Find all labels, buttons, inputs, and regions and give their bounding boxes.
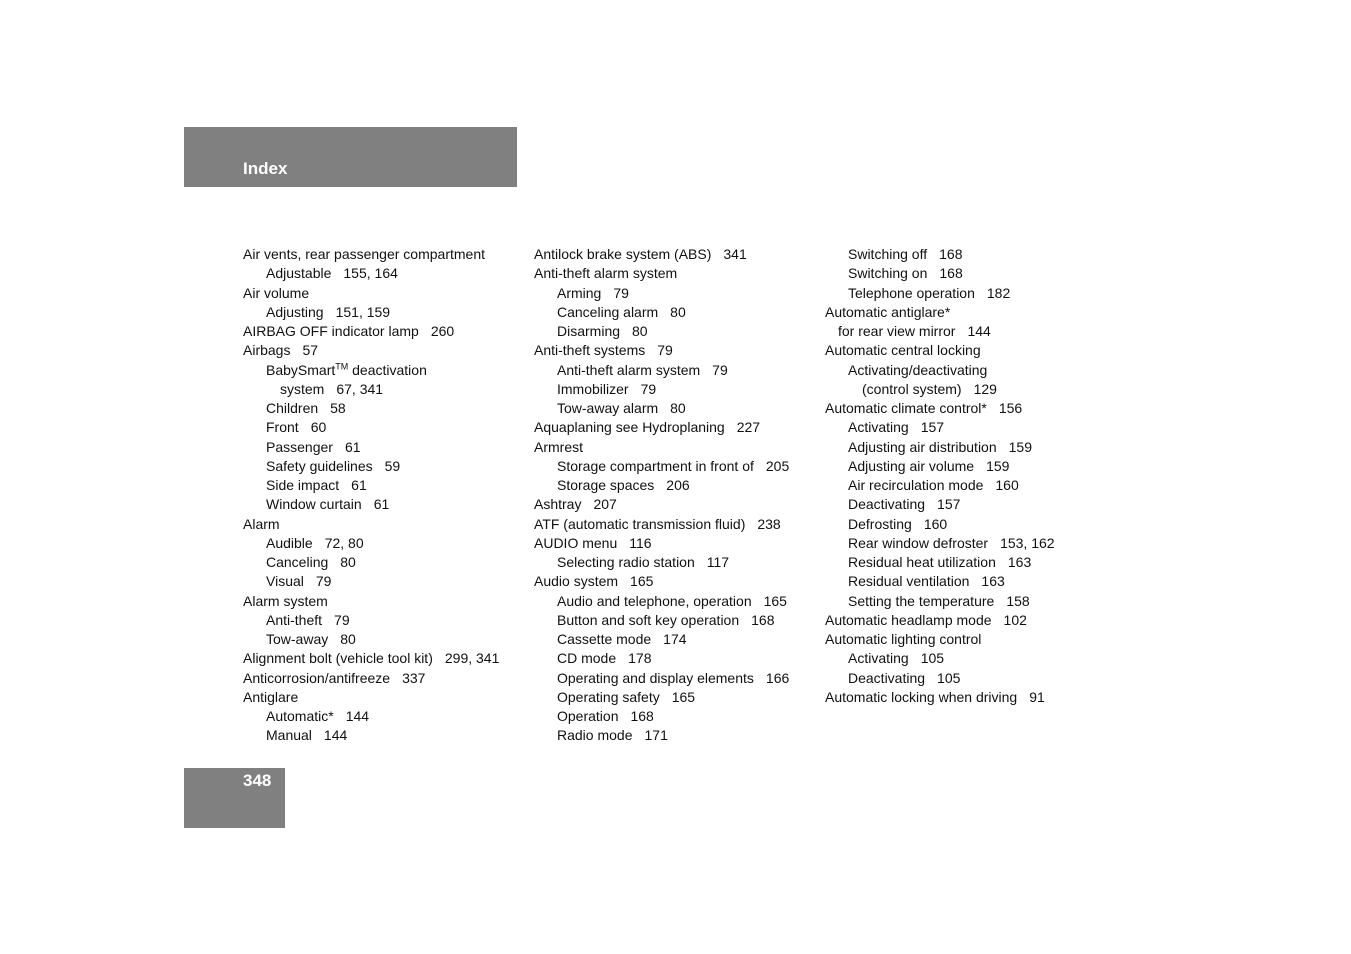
- page-reference: 159: [986, 457, 1010, 474]
- page-reference: 260: [430, 323, 455, 339]
- index-term: Alarm system: [243, 592, 328, 609]
- index-term: Antilock brake system (ABS): [534, 246, 712, 262]
- page-reference: 168: [939, 246, 963, 262]
- index-entry: [825, 341, 1110, 360]
- index-term: system: [280, 380, 325, 397]
- index-term: Radio mode: [557, 727, 633, 744]
- index-entry: [534, 418, 819, 437]
- index-entry: [534, 495, 819, 514]
- page-reference: 80: [670, 303, 686, 320]
- index-term: Automatic central locking: [825, 342, 981, 359]
- index-term: Storage compartment in front of: [557, 457, 754, 474]
- page-reference: 61: [344, 438, 361, 455]
- page-reference: 129: [973, 380, 997, 397]
- index-term: Safety guidelines: [266, 457, 373, 474]
- index-entry: [243, 380, 528, 399]
- page-reference: 182: [986, 284, 1011, 301]
- index-term: Storage spaces: [557, 477, 655, 493]
- index-term: Air volume: [243, 284, 310, 301]
- index-entry: [243, 303, 528, 322]
- index-term: Anti-theft: [266, 611, 323, 628]
- index-term: Selecting radio station: [557, 554, 695, 570]
- index-entry: [243, 707, 528, 726]
- page-reference: 160: [923, 515, 948, 532]
- index-term: Manual: [266, 727, 312, 744]
- index-term: Activating: [848, 419, 909, 436]
- page-reference: 79: [657, 342, 673, 359]
- index-term: AIRBAG OFF indicator lamp: [243, 323, 419, 339]
- index-term: Alarm: [243, 515, 280, 532]
- index-term: Antiglare: [243, 688, 299, 705]
- index-entry: [825, 611, 1110, 630]
- index-entry: [534, 341, 819, 360]
- page-reference: 144: [323, 727, 348, 744]
- index-term: Operation: [557, 708, 619, 724]
- page-reference: 79: [613, 284, 629, 301]
- index-term: Side impact: [266, 477, 340, 493]
- page-number-tab: [184, 768, 285, 828]
- index-term: Setting the temperature: [848, 592, 995, 609]
- index-entry: [243, 515, 528, 534]
- index-entry: [534, 630, 819, 649]
- page-reference: 80: [670, 400, 686, 416]
- index-entry: [243, 688, 528, 707]
- index-entry: [825, 688, 1110, 707]
- index-term: Anti-theft systems: [534, 342, 646, 359]
- page-reference: 60: [310, 419, 327, 436]
- index-term: for rear view mirror: [838, 323, 956, 339]
- page-reference: 163: [981, 573, 1005, 590]
- index-entry: [534, 669, 819, 688]
- index-entry: [825, 495, 1110, 514]
- index-entry: [825, 284, 1110, 303]
- page-number: 348: [243, 771, 272, 790]
- index-entry: [534, 649, 819, 668]
- page-reference: 144: [967, 323, 991, 339]
- index-term: Audio system: [534, 573, 619, 590]
- index-term: Immobilizer: [557, 380, 629, 397]
- page-reference: 163: [1007, 554, 1032, 570]
- index-term: (control system): [862, 380, 962, 397]
- index-term: Automatic climate control*: [825, 400, 987, 416]
- index-term: Passenger: [266, 438, 333, 455]
- index-term: Switching off: [848, 246, 928, 262]
- page-reference: 102: [1003, 611, 1027, 628]
- index-entry: [825, 361, 1110, 380]
- index-term: Deactivating: [848, 496, 926, 513]
- page-reference: 168: [630, 708, 654, 724]
- index-term: Adjusting air volume: [848, 457, 975, 474]
- page-reference: 337: [402, 669, 426, 686]
- index-term: Automatic locking when driving: [825, 688, 1018, 705]
- index-term: AUDIO menu: [534, 534, 618, 551]
- index-entry: [534, 515, 819, 534]
- page-reference: 158: [1006, 592, 1030, 609]
- index-term: Arming: [557, 284, 602, 301]
- index-entry: [825, 649, 1110, 668]
- index-column-1: [243, 245, 528, 746]
- index-term: Activating: [848, 650, 909, 667]
- page-reference: 58: [330, 400, 346, 416]
- index-term: CD mode: [557, 650, 617, 667]
- index-entry: [534, 303, 819, 322]
- index-entry: [243, 341, 528, 360]
- page-title: Index: [243, 159, 288, 178]
- index-entry: [243, 592, 528, 611]
- index-entry: [825, 245, 1110, 264]
- index-entry: [243, 438, 528, 457]
- page-reference: 159: [1008, 438, 1032, 455]
- index-entry: [534, 726, 819, 745]
- index-entry: [825, 322, 1110, 341]
- index-entry: [534, 322, 819, 341]
- page-reference: 206: [666, 477, 690, 493]
- page-reference: 178: [628, 650, 652, 667]
- index-entry: [534, 361, 819, 380]
- page-reference: 59: [384, 457, 401, 474]
- page-reference: 117: [706, 554, 730, 570]
- page-reference: 238: [757, 515, 781, 532]
- index-entry: [825, 380, 1110, 399]
- page-reference: 67, 341: [336, 380, 384, 397]
- page-reference: 80: [340, 554, 356, 570]
- page-reference: 144: [345, 708, 370, 724]
- index-entry: [534, 592, 819, 611]
- index-term: Residual ventilation: [848, 573, 970, 590]
- page-reference: 157: [937, 496, 961, 513]
- page-reference: 168: [939, 265, 963, 282]
- index-column-3: [825, 245, 1110, 707]
- page-reference: 157: [920, 419, 945, 436]
- index-entry: [825, 418, 1110, 437]
- page-reference: 105: [920, 650, 945, 667]
- index-entry: [243, 572, 528, 591]
- page-reference: 79: [712, 361, 728, 378]
- index-entry: [825, 630, 1110, 649]
- index-entry: [825, 457, 1110, 476]
- index-term: Automatic antiglare*: [825, 303, 951, 320]
- page-reference: 165: [763, 592, 787, 609]
- index-term: Adjustable: [266, 265, 332, 282]
- index-term: Air vents, rear passenger compartment: [243, 246, 485, 262]
- page-reference: 299, 341: [444, 650, 500, 667]
- page-reference: 79: [334, 611, 350, 628]
- page-reference: 166: [765, 669, 790, 686]
- page-reference: 227: [736, 419, 761, 436]
- index-entry: [243, 322, 528, 341]
- page-reference: 171: [644, 727, 668, 744]
- index-entry: [243, 649, 528, 668]
- index-entry: [825, 476, 1110, 495]
- index-entry: [534, 380, 819, 399]
- index-entry: [243, 361, 528, 380]
- index-term: BabySmart: [266, 361, 336, 378]
- index-entry: [534, 245, 819, 264]
- index-term: Tow-away alarm: [557, 400, 659, 416]
- index-term: ATF (automatic transmission fluid): [534, 515, 746, 532]
- index-entry: [825, 303, 1110, 322]
- index-term: Canceling: [266, 554, 329, 570]
- index-entry: [243, 726, 528, 745]
- index-term: Rear window defroster: [848, 534, 989, 551]
- index-term: Anti-theft alarm system: [557, 361, 701, 378]
- index-term: Switching on: [848, 265, 928, 282]
- index-term: Adjusting: [266, 303, 324, 320]
- page-reference: 105: [937, 669, 961, 686]
- index-term: Adjusting air distribution: [848, 438, 997, 455]
- index-entry: [534, 553, 819, 572]
- index-entry: [825, 515, 1110, 534]
- index-entry: [243, 611, 528, 630]
- page-reference: 160: [995, 477, 1019, 493]
- index-entry: [243, 457, 528, 476]
- index-term: Telephone operation: [848, 284, 975, 301]
- page-reference: 165: [671, 688, 696, 705]
- page-reference: 61: [351, 477, 367, 493]
- page-reference: 57: [302, 342, 319, 359]
- index-entry: [825, 399, 1110, 418]
- index-term: Audible: [266, 534, 313, 551]
- index-entry: [534, 438, 819, 457]
- index-entry: [534, 457, 819, 476]
- index-entry: [534, 534, 819, 553]
- index-entry: [825, 264, 1110, 283]
- index-entry: [534, 264, 819, 283]
- page-reference: 174: [663, 631, 687, 647]
- index-term: Disarming: [557, 323, 621, 339]
- index-term: Automatic headlamp mode: [825, 611, 992, 628]
- index-term: Children: [266, 400, 319, 416]
- index-entry: [534, 611, 819, 630]
- index-entry: [243, 245, 528, 264]
- page-reference: 205: [765, 457, 790, 474]
- index-entry: [825, 553, 1110, 572]
- page-reference: 72, 80: [324, 534, 364, 551]
- index-entry: [243, 630, 528, 649]
- index-term: Airbags: [243, 342, 291, 359]
- index-term: Alignment bolt (vehicle tool kit): [243, 650, 433, 667]
- index-term: Button and soft key operation: [557, 611, 740, 628]
- index-entry: [243, 284, 528, 303]
- index-term: Visual: [266, 573, 304, 590]
- header-bar: [184, 127, 517, 187]
- index-term: Aquaplaning see Hydroplaning: [534, 419, 725, 436]
- index-entry: [243, 418, 528, 437]
- index-term: Anticorrosion/antifreeze: [243, 669, 391, 686]
- page-reference: 207: [593, 496, 617, 513]
- index-entry: [534, 688, 819, 707]
- page-reference: 151, 159: [335, 303, 391, 320]
- page-reference: 153, 162: [1000, 534, 1055, 551]
- index-term: Cassette mode: [557, 631, 652, 647]
- index-term: Window curtain: [266, 496, 362, 513]
- page-reference: 79: [315, 573, 332, 590]
- index-entry: [825, 669, 1110, 688]
- index-term: Automatic*: [266, 708, 334, 724]
- page-reference: 156: [998, 400, 1023, 416]
- index-entry: [825, 572, 1110, 591]
- page-reference: 79: [640, 380, 657, 397]
- index-term: Front: [266, 419, 299, 436]
- index-term: Operating safety: [557, 688, 660, 705]
- index-entry: [243, 476, 528, 495]
- index-entry: [534, 572, 819, 591]
- index-term: Ashtray: [534, 496, 582, 513]
- index-entry: [243, 534, 528, 553]
- index-entry: [243, 495, 528, 514]
- index-entry: [243, 669, 528, 688]
- trademark-superscript: TM: [335, 360, 349, 371]
- index-term: Anti-theft alarm system: [534, 265, 678, 282]
- index-entry: [825, 534, 1110, 553]
- index-term: Air recirculation mode: [848, 477, 984, 493]
- index-entry: [534, 399, 819, 418]
- index-term: Armrest: [534, 438, 583, 455]
- page-reference: 165: [630, 573, 654, 590]
- index-term: Operating and display elements: [557, 669, 754, 686]
- index-term: Tow-away: [266, 631, 329, 647]
- index-entry: [825, 438, 1110, 457]
- page-reference: 341: [723, 246, 747, 262]
- index-term: Defrosting: [848, 515, 912, 532]
- page-reference: 80: [632, 323, 648, 339]
- index-term: Audio and telephone, operation: [557, 592, 752, 609]
- index-entry: [534, 476, 819, 495]
- page-reference: 155, 164: [343, 265, 398, 282]
- index-entry: [534, 707, 819, 726]
- page-reference: 116: [629, 534, 652, 551]
- index-term-continuation: deactivation: [348, 361, 427, 378]
- page-reference: 168: [751, 611, 775, 628]
- index-term: Canceling alarm: [557, 303, 659, 320]
- index-column-2: [534, 245, 819, 746]
- page-reference: 61: [373, 496, 390, 513]
- index-entry: [243, 264, 528, 283]
- index-entry: [243, 399, 528, 418]
- index-term: Residual heat utilization: [848, 554, 996, 570]
- index-term: Activating/deactivating: [848, 361, 988, 378]
- page-reference: 80: [340, 631, 356, 647]
- index-entry: [825, 592, 1110, 611]
- index-term: Deactivating: [848, 669, 926, 686]
- page-reference: 91: [1029, 688, 1045, 705]
- index-entry: [243, 553, 528, 572]
- index-term: Automatic lighting control: [825, 631, 982, 647]
- index-entry: [534, 284, 819, 303]
